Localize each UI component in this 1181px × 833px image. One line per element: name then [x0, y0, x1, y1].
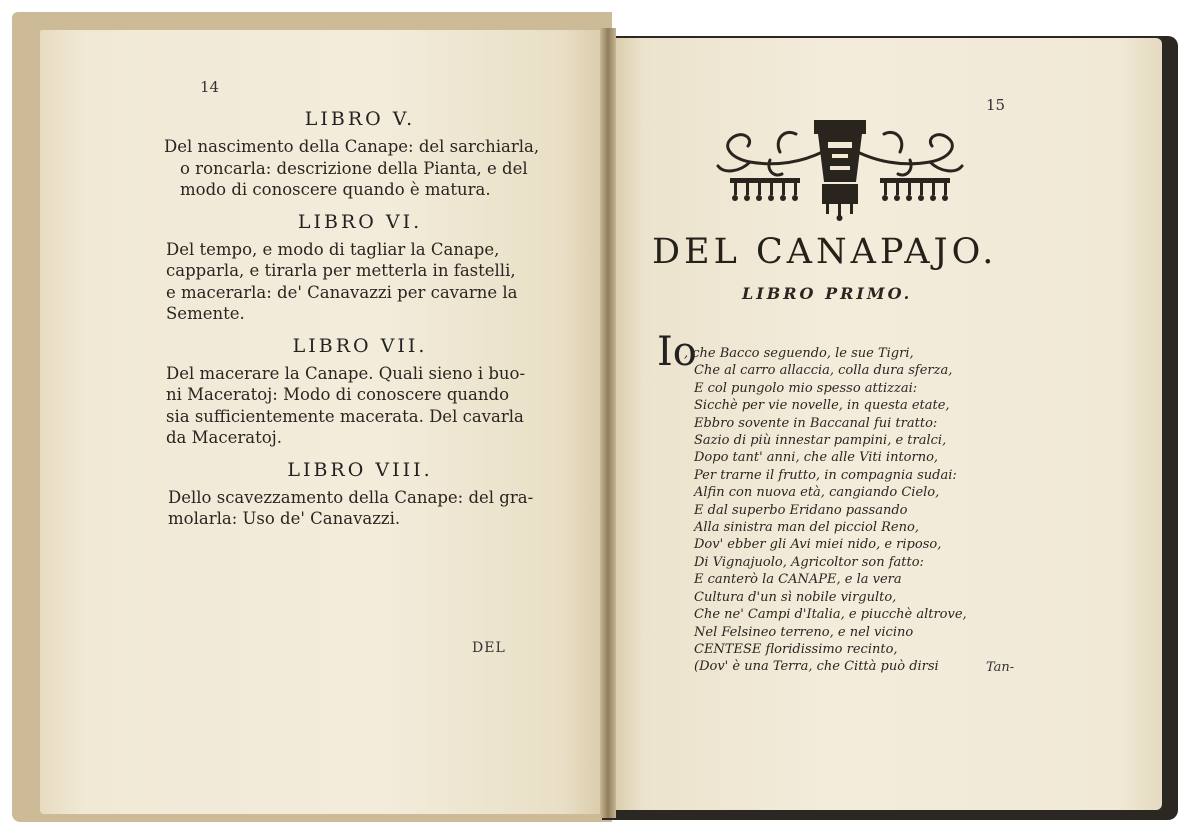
- verse-line: Alfin con nuova età, cangiando Cielo,: [694, 485, 940, 501]
- section-libro-viii: [168, 458, 548, 530]
- desc-line: Del nascimento della Canape: del sarchiarla,: [164, 137, 540, 156]
- drop-capital: Io: [657, 329, 697, 375]
- book-subtitle: LIBRO PRIMO.: [742, 284, 913, 303]
- verse-line: Cultura d'un sì nobile virgulto,: [694, 589, 897, 605]
- right-page-number: 15: [986, 96, 1006, 114]
- section-heading: LIBRO VI.: [297, 210, 423, 233]
- verse-line: Sazio di più innestar pampini, e tralci,: [694, 433, 947, 449]
- verse-line: Per trarne il frutto, in compagnia sudai:: [694, 467, 957, 483]
- verse-line: E dal superbo Eridano passando: [694, 502, 908, 518]
- section-heading: LIBRO V.: [304, 108, 416, 130]
- verse-line: Di Vignajuolo, Agricoltor son fatto:: [694, 554, 924, 570]
- headpiece-ornament: [710, 112, 970, 224]
- section-libro-vii: [166, 334, 548, 449]
- verse-line: Che al carro allaccia, colla dura sferza,: [694, 363, 953, 379]
- verse-line: (Dov' è una Terra, che Città può dirsi: [694, 659, 939, 675]
- desc-line: Del tempo, e modo di tagliar la Canape,: [166, 239, 500, 259]
- desc-line: e macerarla: de' Canavazzi per cavarne la: [166, 282, 518, 302]
- contents-list: [164, 108, 548, 530]
- desc-line: molarla: Uso de' Canavazzi.: [168, 509, 401, 528]
- desc-line: sia sufficientemente macerata. Del cavarla: [166, 406, 524, 426]
- poem-verses: [684, 345, 1034, 676]
- verse-line: , che Bacco seguendo, le sue Tigri,: [684, 346, 914, 361]
- section-description: [168, 487, 548, 530]
- desc-line: Dello scavezzamento della Canape: del gra-: [168, 487, 534, 507]
- section-libro-vi: [166, 210, 548, 325]
- desc-line: modo di conoscere quando è matura.: [180, 180, 491, 199]
- verse-line: Nel Felsineo terreno, e nel vicino: [694, 624, 914, 640]
- desc-line: Semente.: [166, 304, 245, 323]
- section-libro-v: [164, 108, 548, 201]
- chapter-title: DEL CANAPAJO.: [652, 232, 998, 272]
- verse-line: E canterò la CANAPE, e la vera: [694, 572, 902, 588]
- desc-line: capparla, e tirarla per metterla in fastelli,: [166, 261, 516, 280]
- verse-line: Che ne' Campi d'Italia, e piucchè altrove,: [694, 607, 967, 623]
- book-gutter: [600, 28, 616, 818]
- section-heading: LIBRO VII.: [292, 334, 428, 357]
- section-description: [164, 136, 554, 201]
- left-page-number: 14: [200, 78, 220, 96]
- desc-line: o roncarla: descrizione della Pianta, e del: [180, 158, 528, 178]
- desc-line: Del macerare la Canape. Quali sieno i buo-: [166, 363, 526, 383]
- section-description: [166, 239, 548, 325]
- section-description: [166, 363, 548, 449]
- verse-line: E col pungolo mio spesso attizzai:: [694, 380, 918, 396]
- section-heading: LIBRO VIII.: [287, 458, 433, 481]
- verse-line: Ebbro sovente in Baccanal fui tratto:: [694, 415, 938, 431]
- verse-line: Sicchè per vie novelle, in questa etate,: [694, 398, 950, 414]
- verse-line: Dopo tant' anni, che alle Viti intorno,: [694, 450, 939, 466]
- verse-line: Dov' ebber gli Avi miei nido, e riposo,: [694, 537, 942, 553]
- verse-line: Alla sinistra man del picciol Reno,: [694, 520, 919, 536]
- desc-line: ni Maceratoj: Modo di conoscere quando: [166, 385, 510, 404]
- right-catchword: Tan-: [986, 660, 1015, 675]
- left-catchword: DEL: [472, 640, 506, 656]
- verse-line: CENTESE floridissimo recinto,: [694, 641, 898, 657]
- desc-line: da Maceratoj.: [166, 428, 283, 447]
